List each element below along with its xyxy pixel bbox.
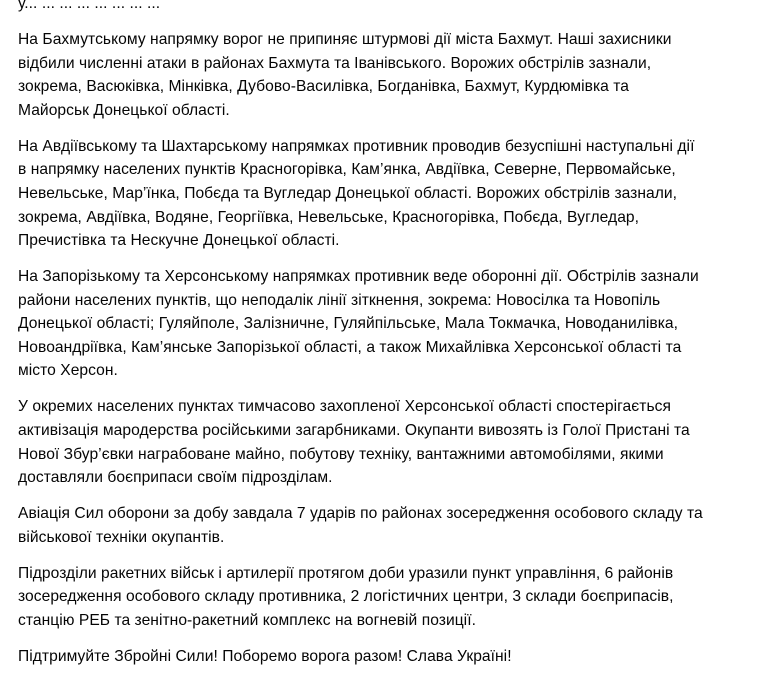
text-line: Майорськ Донецької області. (18, 101, 230, 119)
text-line: Авіація Сил оборони за добу завдала 7 ударів по районах зосередження особового складу та (18, 505, 703, 523)
paragraph-kherson (18, 395, 756, 489)
text-line: військової техніки окупантів. (18, 528, 225, 546)
text-line: Донецької області; Гуляйполе, Залізничне, Гуляйпільське, Мала Токмачка, Новоданилівка, (18, 315, 679, 333)
text-line: На Запорізькому та Херсонському напрямках противник веде оборонні дії. Обстрілів зазнали (18, 268, 699, 286)
text-line: Підтримуйте Збройні Сили! Поборемо ворога разом! Слава Україні! (18, 647, 512, 665)
text-line: зокрема, Авдіївка, Водяне, Георгіївка, Невельське, Красногорівка, Побєда, Вугледар, (18, 208, 640, 226)
text-line: активізація мародерства російськими загарбниками. Окупанти вивозять із Голої Пристані та (18, 422, 690, 440)
text-line: відбили численні атаки в районах Бахмута та Іванівського. Ворожих обстрілів зазнали, (18, 54, 652, 72)
text-line: Пречистівка та Нескучне Донецької області. (18, 232, 340, 250)
paragraph-zaporizhzhia (18, 265, 756, 383)
text-line: райони населених пунктів, що неподалік лінії зіткнення, зокрема: Новосілка та Новопіль (18, 291, 661, 309)
text-line: місто Херсон. (18, 362, 118, 380)
text-line: у... ... ... ... ... ... ... ... (18, 0, 161, 12)
text-line: Новоандріївка, Кам’янське Запорізької області, а також Михайлівка Херсонської області та (18, 338, 682, 356)
paragraph-artillery (18, 562, 756, 633)
post-text (18, 0, 756, 681)
text-line: в напрямку населених пунктів Красногорівка, Кам’янка, Авдіївка, Северне, Первомайське, (18, 161, 676, 179)
paragraph-cut-off (18, 0, 756, 16)
text-line: зосередження особового складу противника, 2 логістичних центри, 3 склади боєприпасів, (18, 588, 674, 606)
text-line: Підрозділи ракетних військ і артилерії протягом доби уразили пункт управління, 6 районів (18, 564, 674, 582)
text-line: доставляли боєприпаси своїм підрозділам. (18, 469, 333, 487)
paragraph-aviation (18, 502, 756, 549)
text-line: На Авдіївському та Шахтарському напрямках противник проводив безуспішні наступальні дії (18, 137, 695, 155)
text-line: станцію РЕБ та зенітно-ракетний комплекс на вогневій позиції. (18, 612, 476, 629)
text-line: На Бахмутському напрямку ворог не припиняє штурмові дії міста Бахмут. Наші захисники (18, 30, 672, 48)
paragraph-closing (18, 645, 756, 669)
text-line: Невельське, Мар’їнка, Побєда та Вугледар Донецької області. Ворожих обстрілів зазнали, (18, 184, 678, 202)
text-line: зокрема, Васюківка, Мінківка, Дубово-Василівка, Богданівка, Бахмут, Курдюмівка та (18, 78, 630, 96)
paragraph-bakhmut (18, 28, 756, 122)
text-line: Нової Збур’євки награбоване майно, побутову техніку, вантажними автомобілями, якими (18, 445, 664, 463)
paragraph-avdiivka (18, 135, 756, 253)
text-line: У окремих населених пунктах тимчасово захопленої Херсонської області спостерігається (18, 398, 671, 416)
